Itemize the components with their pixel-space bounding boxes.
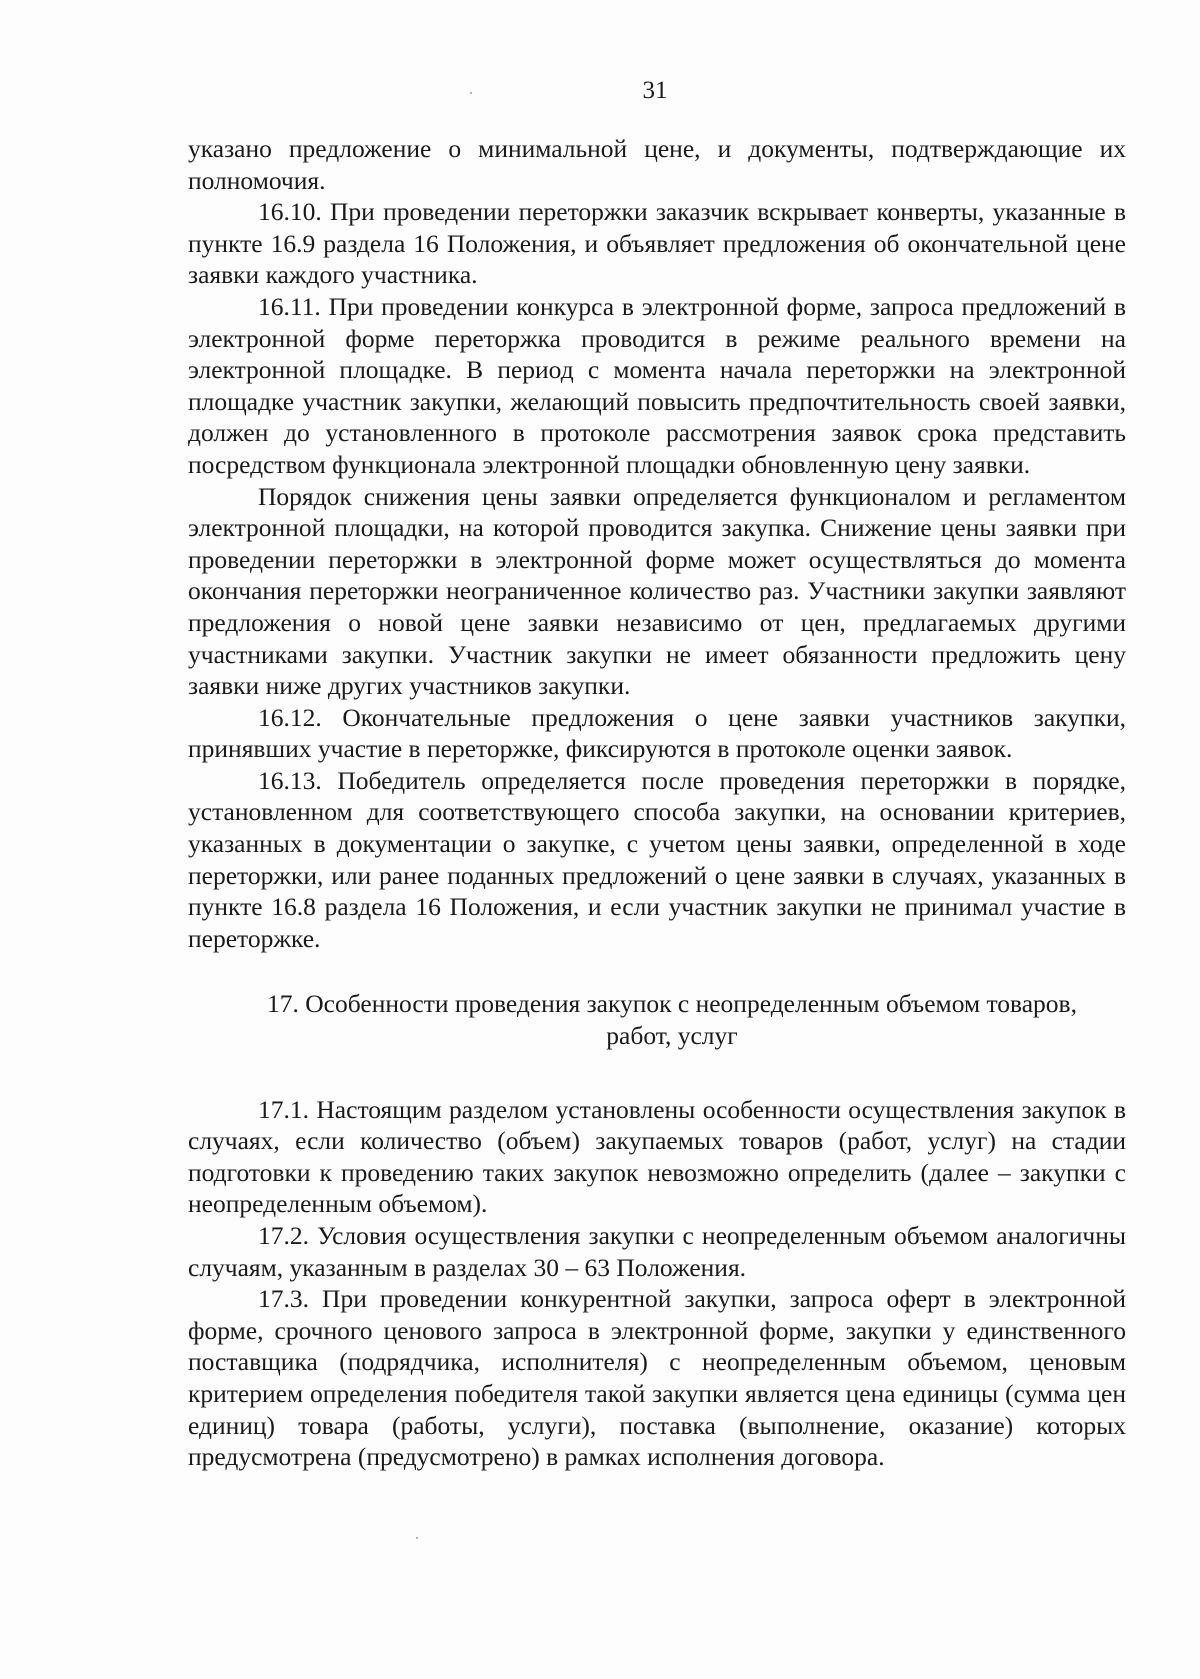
paragraph-16-13: 16.13. Победитель определяется после проведения переторжки в порядке, установленном для соответствующего способа закупки, на основании критериев, указанных в документации о закупке, с учетом цены заявки, определенной в ходе переторжки, или ранее поданных предложений о цене заявки в случаях, указанных в пункте 16.8 раздела 16 Положения, и если участник закупки не принимал участие в переторжке. <box>188 765 1126 953</box>
page-number: 31 <box>642 77 668 104</box>
paragraph-17-1: 17.1. Настоящим разделом установлены особенности осуществления закупок в случаях, если количество (объем) закупаемых товаров (работ, услуг) на стадии подготовки к проведению таких закупок невозможно определить (далее – закупки с неопределенным объемом). <box>188 1094 1126 1219</box>
scan-speck <box>470 92 472 94</box>
section-heading-17: 17. Особенности проведения закупок с неопределенным объемом товаров, работ, услуг <box>267 989 1077 1051</box>
scan-speck <box>416 1537 418 1539</box>
paragraph-price-reduction: Порядок снижения цены заявки определяется функционалом и регламентом электронной площадки, на которой проводится закупка. Снижение цены заявки при проведении переторжки в электронной форме может осуществляться до момента окончания переторжки неограниченное количество раз. Участники закупки заявляют предложения о новой цене заявки независимо от цен, предлагаемых другими участниками закупки. Участник закупки не имеет обязанности предложить цену заявки ниже других участников закупки. <box>188 481 1126 701</box>
paragraph-17-2: 17.2. Условия осуществления закупки с неопределенным объемом аналогичны случаям, указанным в разделах 30 – 63 Положения. <box>188 1221 1126 1282</box>
document-body <box>188 133 1126 1473</box>
paragraph-16-10: 16.10. При проведении переторжки заказчик вскрывает конверты, указанные в пункте 16.9 раздела 16 Положения, и объявляет предложения об окончательной цене заявки каждого участника. <box>188 197 1126 290</box>
paragraph-16-12: 16.12. Окончательные предложения о цене заявки участников закупки, принявших участие в переторжке, фиксируются в протоколе оценки заявок. <box>188 702 1126 764</box>
paragraph-continuation: указано предложение о минимальной цене, и документы, подтверждающие их полномочия. <box>188 134 1126 195</box>
paragraph-16-11: 16.11. При проведении конкурса в электронной форме, запроса предложений в электронной форме переторжка проводится в режиме реального времени на электронной площадке. В период с момента начала переторжки на электронной площадке участник закупки, желающий повысить предпочтительность своей заявки, должен до установленного в протоколе рассмотрения заявок срока представить посредством функционала электронной площадки обновленную цену заявки. <box>188 291 1126 479</box>
paragraph-17-3: 17.3. При проведении конкурентной закупки, запроса оферт в электронной форме, срочного ценового запроса в электронной форме, закупки у единственного поставщика (подрядчика, исполнителя) с неопределенным объемом, ценовым критерием определения победителя такой закупки является цена единицы (сумма цен единиц) товара (работы, услуги), поставка (выполнение, оказание) которых предусмотрена (предусмотрено) в рамках исполнения договора. <box>188 1284 1126 1472</box>
